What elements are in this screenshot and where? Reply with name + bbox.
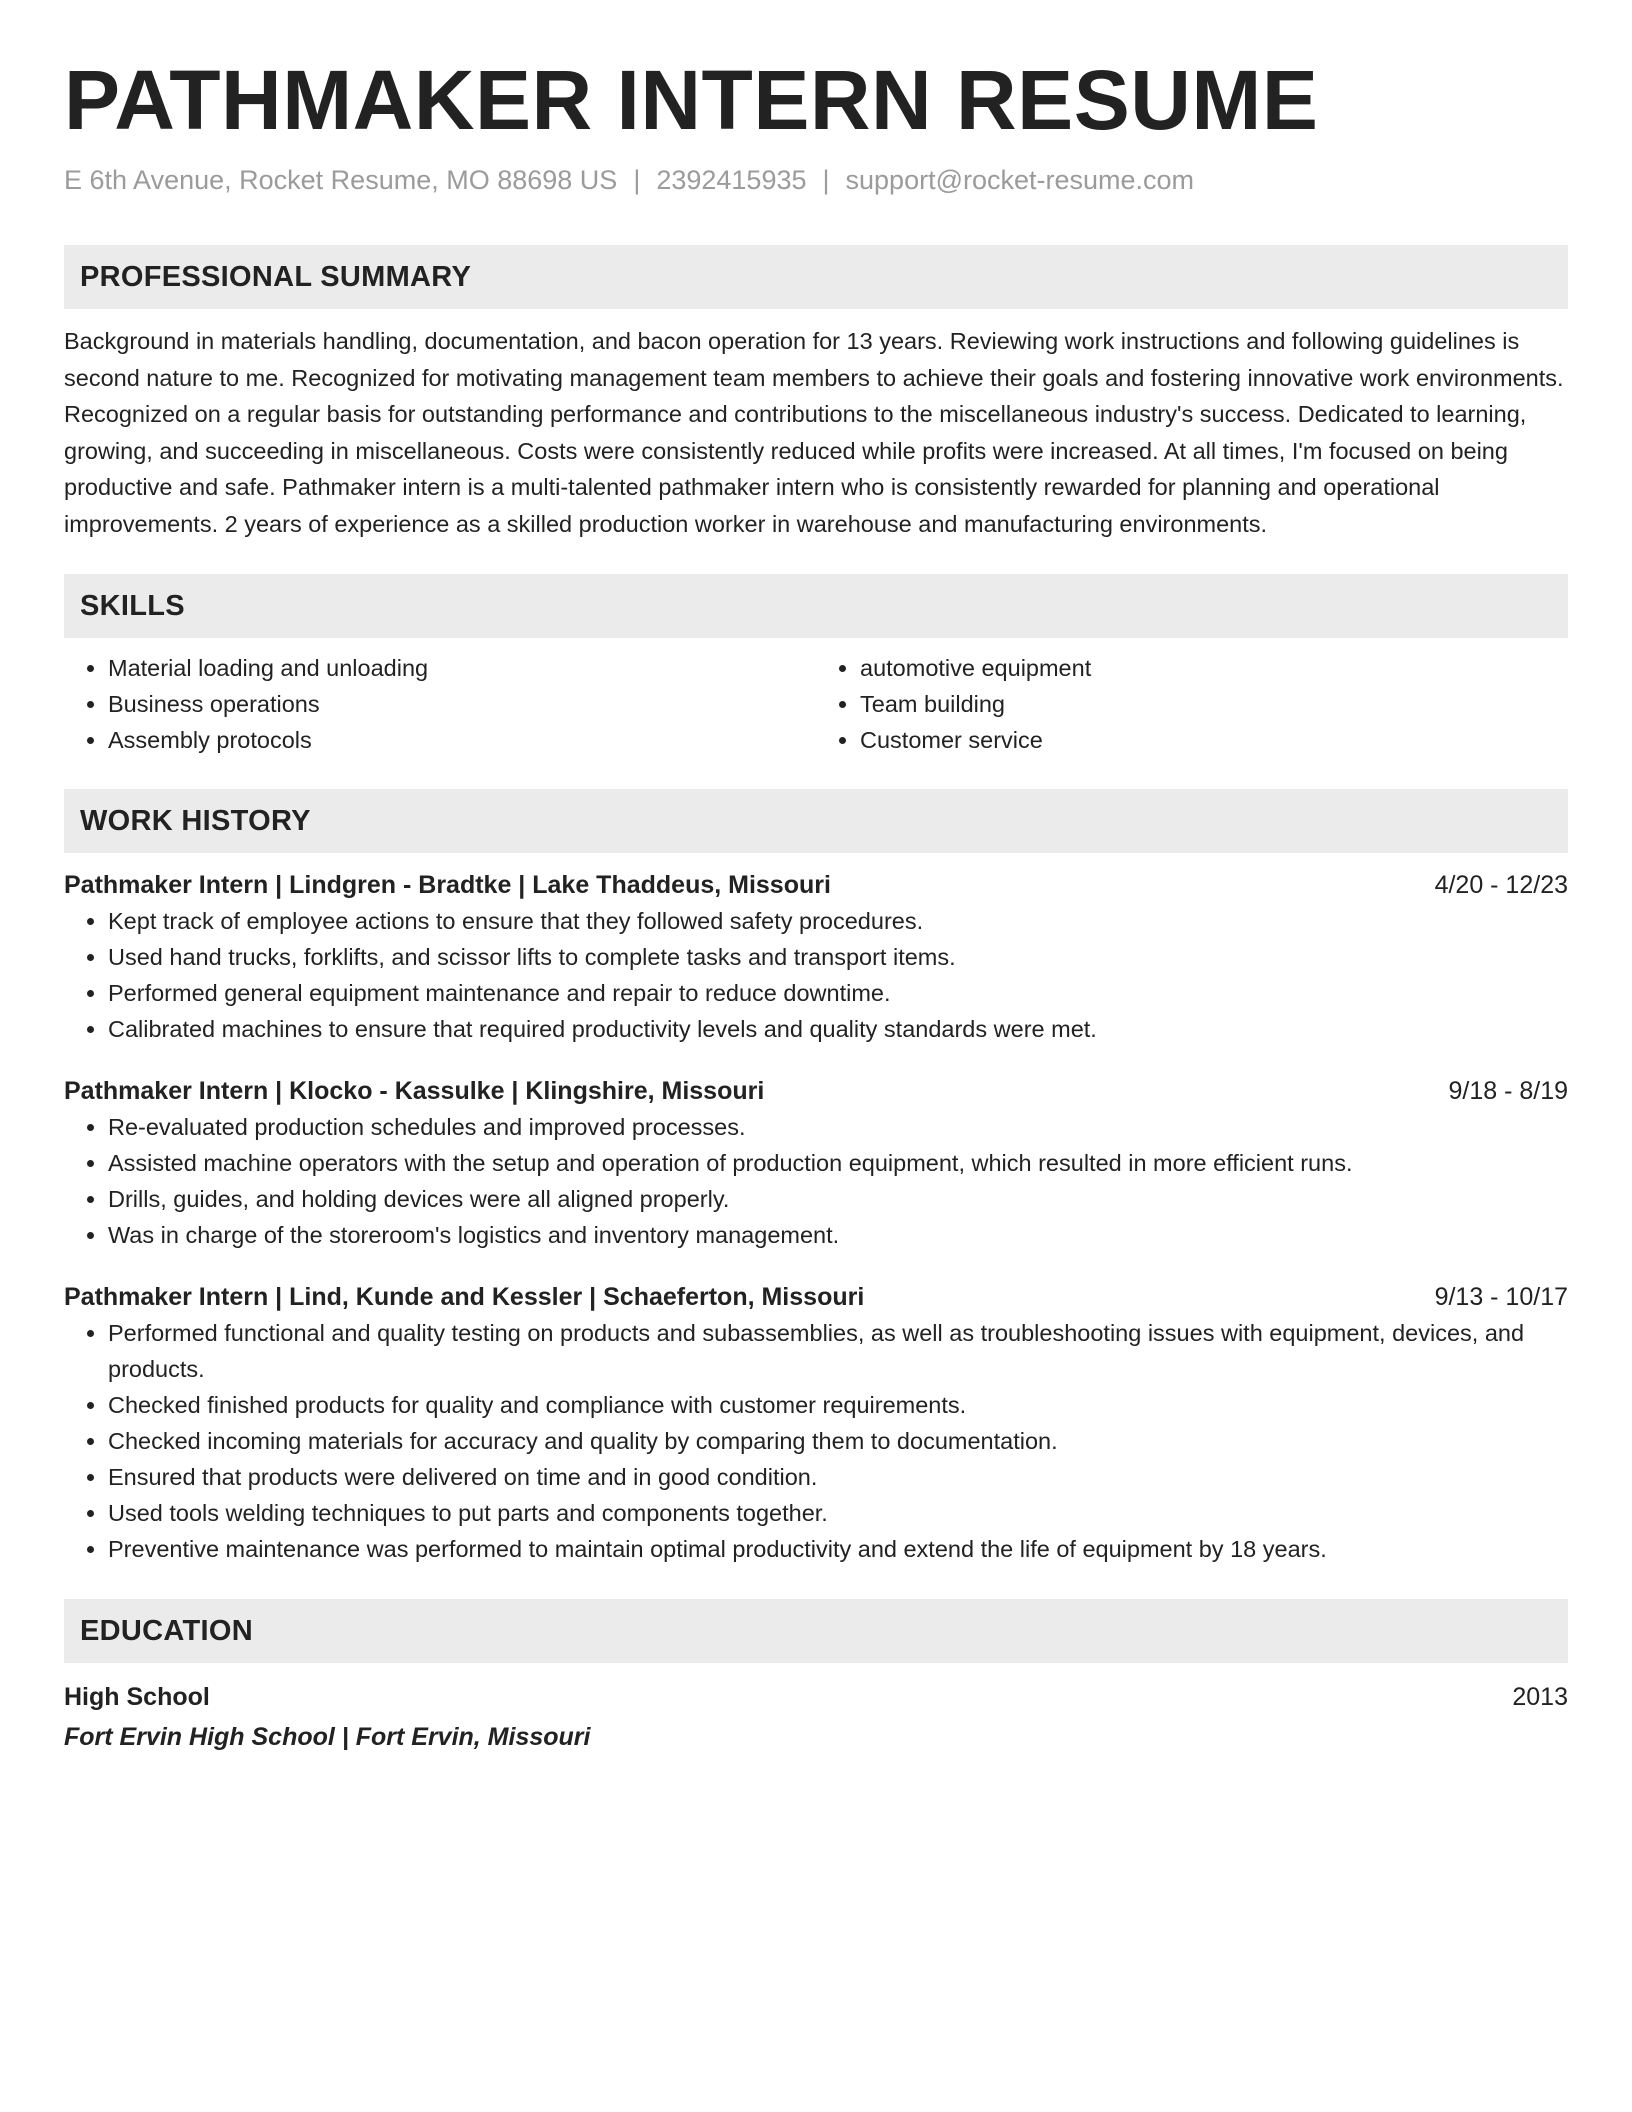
- job-title: Pathmaker Intern | Lindgren - Bradtke | Lake Thaddeus, Missouri: [64, 871, 831, 900]
- job-bullet: • Performed functional and quality testing on products and subassemblies, as well as troubleshooting issues with equipment, devices, and products.: [108, 1315, 1568, 1387]
- skills-section: [64, 574, 1568, 758]
- work-heading: WORK HISTORY: [64, 789, 1568, 853]
- job-bullet: • Re-evaluated production schedules and improved processes.: [108, 1109, 1568, 1145]
- skills-left-list: [64, 650, 816, 758]
- education-heading: EDUCATION: [64, 1599, 1568, 1663]
- contact-email: support@rocket-resume.com: [845, 165, 1195, 195]
- skill-item: • Team building: [860, 686, 1568, 722]
- job-bullet-list: [64, 903, 1568, 1047]
- job-bullet: • Used tools welding techniques to put parts and components together.: [108, 1495, 1568, 1531]
- contact-address: E 6th Avenue, Rocket Resume, MO 88698 US: [64, 165, 618, 195]
- job-header: [64, 1279, 1568, 1315]
- job-bullet-list: [64, 1315, 1568, 1567]
- contact-line: [64, 164, 1568, 196]
- education-section: [64, 1599, 1568, 1755]
- job-bullet: • Calibrated machines to ensure that required productivity levels and quality standards were met.: [108, 1011, 1568, 1047]
- education-school: Fort Ervin High School | Fort Ervin, Missouri: [64, 1723, 591, 1752]
- job-bullet: • Checked finished products for quality and compliance with customer requirements.: [108, 1387, 1568, 1423]
- job-bullet: • Used hand trucks, forklifts, and scissor lifts to complete tasks and transport items.: [108, 939, 1568, 975]
- skills-heading: SKILLS: [64, 574, 1568, 638]
- job-dates: 9/18 - 8/19: [1448, 1077, 1568, 1106]
- education-year: 2013: [1512, 1683, 1568, 1712]
- job-title: Pathmaker Intern | Lind, Kunde and Kessler | Schaeferton, Missouri: [64, 1283, 865, 1312]
- skills-columns: [64, 650, 1568, 758]
- job-bullet-list: [64, 1109, 1568, 1253]
- skills-right-list: [816, 650, 1568, 758]
- summary-heading: PROFESSIONAL SUMMARY: [64, 245, 1568, 309]
- job-header: [64, 867, 1568, 903]
- education-entry: [64, 1679, 1568, 1755]
- resume-name: PATHMAKER INTERN RESUME: [64, 53, 1319, 147]
- summary-section: [64, 245, 1568, 542]
- job-header: [64, 1073, 1568, 1109]
- contact-phone: 2392415935: [656, 165, 807, 195]
- skill-item: • Assembly protocols: [108, 722, 816, 758]
- skill-item: • Material loading and unloading: [108, 650, 816, 686]
- education-degree: High School: [64, 1683, 210, 1712]
- job-dates: 9/13 - 10/17: [1434, 1283, 1568, 1312]
- job-entry: [64, 867, 1568, 1047]
- summary-text: Background in materials handling, documentation, and bacon operation for 13 years. Reviewing work instructions and following guidelines is second nature to me. Recognized for motivating management team members to achieve their goals and fostering innovative work environments. Recognized on a regular basis for outstanding performance and contributions to the miscellaneous industry's success. Dedicated to learning, growing, and succeeding in miscellaneous. Costs were consistently reduced while profits were increased. At all times, I'm focused on being productive and safe. Pathmaker intern is a multi-talented pathmaker intern who is consistently rewarded for planning and operational improvements. 2 years of experience as a skilled production worker in warehouse and manufacturing environments.: [64, 328, 1564, 537]
- job-bullet: • Assisted machine operators with the setup and operation of production equipment, which resulted in more efficient runs.: [108, 1145, 1568, 1181]
- job-bullet: • Performed general equipment maintenance and repair to reduce downtime.: [108, 975, 1568, 1011]
- skill-item: • Business operations: [108, 686, 816, 722]
- skill-item: • automotive equipment: [860, 650, 1568, 686]
- job-bullet: • Drills, guides, and holding devices were all aligned properly.: [108, 1181, 1568, 1217]
- job-title: Pathmaker Intern | Klocko - Kassulke | Klingshire, Missouri: [64, 1077, 765, 1106]
- job-entry: [64, 1279, 1568, 1567]
- contact-separator: |: [633, 165, 641, 195]
- job-bullet: • Kept track of employee actions to ensure that they followed safety procedures.: [108, 903, 1568, 939]
- contact-separator: |: [822, 165, 830, 195]
- job-entry: [64, 1073, 1568, 1253]
- job-dates: 4/20 - 12/23: [1434, 871, 1568, 900]
- education-header: [64, 1679, 1568, 1715]
- job-bullet: • Checked incoming materials for accuracy and quality by comparing them to documentation.: [108, 1423, 1568, 1459]
- skill-item: • Customer service: [860, 722, 1568, 758]
- job-bullet: • Was in charge of the storeroom's logistics and inventory management.: [108, 1217, 1568, 1253]
- job-bullet: • Ensured that products were delivered on time and in good condition.: [108, 1459, 1568, 1495]
- job-bullet: • Preventive maintenance was performed to maintain optimal productivity and extend the life of equipment by 18 years.: [108, 1531, 1568, 1567]
- work-section: [64, 789, 1568, 1567]
